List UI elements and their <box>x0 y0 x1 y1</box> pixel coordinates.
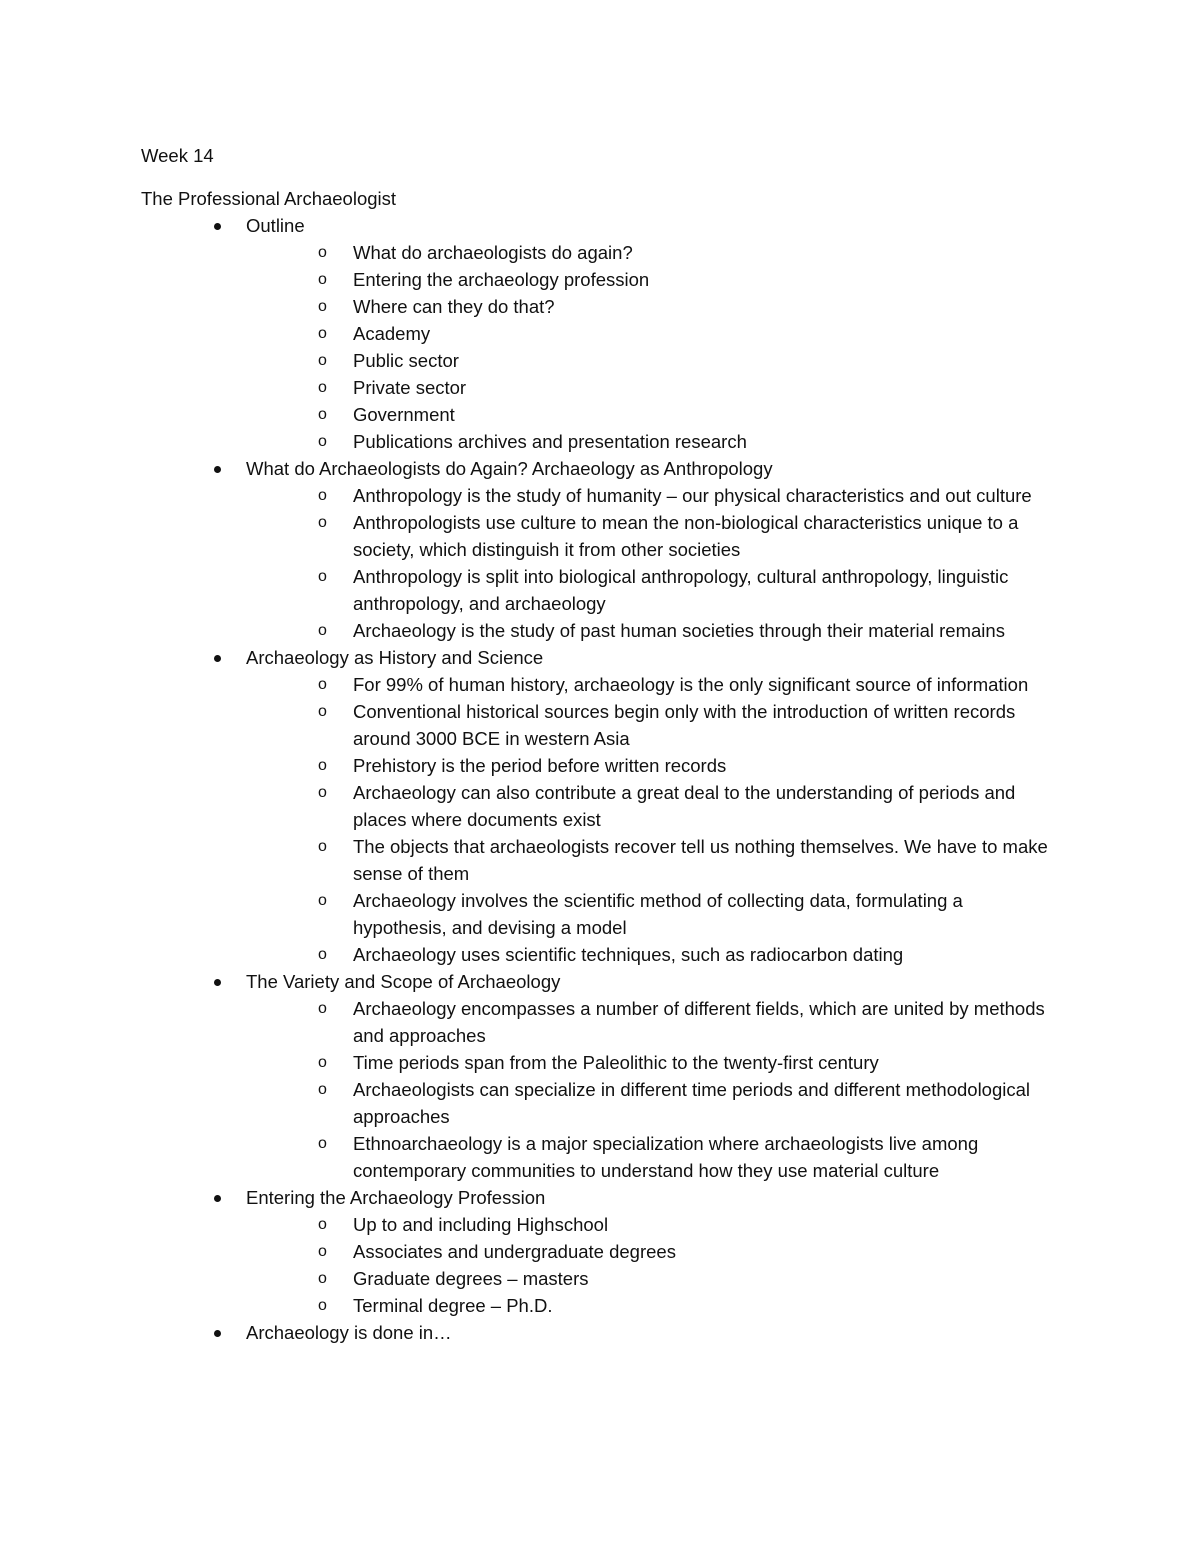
list-item <box>318 1292 1058 1319</box>
hollow-bullet-icon: o <box>318 946 327 963</box>
sub-list <box>246 1211 1071 1319</box>
hollow-bullet-icon: o <box>318 1243 327 1260</box>
hollow-bullet-icon: o <box>318 1081 327 1098</box>
hollow-bullet-icon: o <box>318 271 327 288</box>
hollow-bullet-icon: o <box>318 1054 327 1071</box>
list-item <box>318 779 1058 833</box>
sub-list <box>246 482 1071 644</box>
list-item <box>318 617 1058 644</box>
bullet-icon <box>214 655 221 662</box>
list-item-text: Anthropology is the study of humanity – our physical characteristics and out culture <box>353 485 1032 506</box>
list-item <box>318 1130 1058 1184</box>
list-item <box>318 320 1058 347</box>
hollow-bullet-icon: o <box>318 1270 327 1287</box>
hollow-bullet-icon: o <box>318 244 327 261</box>
bullet-icon <box>214 466 221 473</box>
outline-section <box>246 644 1071 968</box>
hollow-bullet-icon: o <box>318 298 327 315</box>
list-item-text: Prehistory is the period before written records <box>353 755 727 776</box>
list-item <box>318 266 1058 293</box>
outline-section <box>246 1319 1071 1346</box>
list-item <box>318 995 1058 1049</box>
list-item <box>318 563 1058 617</box>
list-item-text: Archaeology encompasses a number of different fields, which are united by methods and approaches <box>353 998 1045 1046</box>
hollow-bullet-icon: o <box>318 892 327 909</box>
bullet-icon <box>214 979 221 986</box>
outline-section <box>246 455 1071 644</box>
outline-section <box>246 212 1071 455</box>
section-heading: The Variety and Scope of Archaeology <box>246 971 561 992</box>
hollow-bullet-icon: o <box>318 514 327 531</box>
list-item <box>318 428 1058 455</box>
list-item-text: Graduate degrees – masters <box>353 1268 589 1289</box>
list-item-text: For 99% of human history, archaeology is the only significant source of information <box>353 674 1029 695</box>
hollow-bullet-icon: o <box>318 487 327 504</box>
list-item-text: Conventional historical sources begin only with the introduction of written records around 3000 BCE in western Asia <box>353 701 1016 749</box>
hollow-bullet-icon: o <box>318 1297 327 1314</box>
list-item-text: Entering the archaeology profession <box>353 269 650 290</box>
list-item-text: Public sector <box>353 350 459 371</box>
list-item-text: What do archaeologists do again? <box>353 242 633 263</box>
hollow-bullet-icon: o <box>318 838 327 855</box>
list-item-text: Publications archives and presentation research <box>353 431 747 452</box>
week-label: Week 14 <box>141 145 214 166</box>
hollow-bullet-icon: o <box>318 1135 327 1152</box>
hollow-bullet-icon: o <box>318 1000 327 1017</box>
section-heading: What do Archaeologists do Again? Archaeology as Anthropology <box>246 458 773 479</box>
list-item <box>318 293 1058 320</box>
list-item <box>318 833 1058 887</box>
list-item <box>318 752 1058 779</box>
hollow-bullet-icon: o <box>318 433 327 450</box>
list-item-text: Archaeologists can specialize in different time periods and different methodological approaches <box>353 1079 1031 1127</box>
section-heading: Entering the Archaeology Profession <box>246 1187 546 1208</box>
list-item <box>318 482 1058 509</box>
hollow-bullet-icon: o <box>318 352 327 369</box>
list-item-text: Archaeology involves the scientific method of collecting data, formulating a hypothesis, and devising a model <box>353 890 963 938</box>
hollow-bullet-icon: o <box>318 379 327 396</box>
list-item-text: Government <box>353 404 455 425</box>
document-title: The Professional Archaeologist <box>141 188 397 209</box>
hollow-bullet-icon: o <box>318 325 327 342</box>
list-item <box>318 1265 1058 1292</box>
list-item-text: Archaeology uses scientific techniques, such as radiocarbon dating <box>353 944 904 965</box>
section-heading: Archaeology as History and Science <box>246 647 544 668</box>
list-item-text: Terminal degree – Ph.D. <box>353 1295 553 1316</box>
list-item <box>318 887 1058 941</box>
sub-list <box>246 239 1071 455</box>
hollow-bullet-icon: o <box>318 703 327 720</box>
list-item <box>318 1076 1058 1130</box>
sub-list <box>246 671 1071 968</box>
list-item-text: Time periods span from the Paleolithic to the twenty-first century <box>353 1052 879 1073</box>
outline-list <box>141 212 1071 1346</box>
hollow-bullet-icon: o <box>318 622 327 639</box>
hollow-bullet-icon: o <box>318 757 327 774</box>
bullet-icon <box>214 1195 221 1202</box>
list-item-text: Up to and including Highschool <box>353 1214 609 1235</box>
sub-list <box>246 995 1071 1184</box>
list-item-text: Archaeology is the study of past human societies through their material remains <box>353 620 1005 641</box>
list-item-text: Archaeology can also contribute a great deal to the understanding of periods and places where documents exist <box>353 782 1016 830</box>
list-item-text: Private sector <box>353 377 467 398</box>
list-item-text: Associates and undergraduate degrees <box>353 1241 676 1262</box>
list-item <box>318 509 1058 563</box>
list-item-text: Ethnoarchaeology is a major specialization where archaeologists live among contemporary communities to understand how they use material culture <box>353 1133 979 1181</box>
list-item-text: Anthropology is split into biological anthropology, cultural anthropology, linguistic anthropology, and archaeology <box>353 566 1009 614</box>
list-item-text: The objects that archaeologists recover tell us nothing themselves. We have to make sense of them <box>353 836 1048 884</box>
bullet-icon <box>214 1330 221 1337</box>
list-item-text: Where can they do that? <box>353 296 555 317</box>
list-item <box>318 401 1058 428</box>
list-item <box>318 941 1058 968</box>
outline-section <box>246 1184 1071 1319</box>
outline-section <box>246 968 1071 1184</box>
hollow-bullet-icon: o <box>318 568 327 585</box>
hollow-bullet-icon: o <box>318 676 327 693</box>
document-body <box>141 142 1071 1346</box>
hollow-bullet-icon: o <box>318 784 327 801</box>
bullet-icon <box>214 223 221 230</box>
hollow-bullet-icon: o <box>318 1216 327 1233</box>
list-item <box>318 671 1058 698</box>
list-item <box>318 239 1058 266</box>
list-item <box>318 1238 1058 1265</box>
list-item <box>318 698 1058 752</box>
section-heading: Archaeology is done in… <box>246 1322 452 1343</box>
list-item <box>318 1049 1058 1076</box>
section-heading: Outline <box>246 215 305 236</box>
list-item-text: Anthropologists use culture to mean the non-biological characteristics unique to a society, which distinguish it from other societies <box>353 512 1019 560</box>
list-item <box>318 374 1058 401</box>
list-item <box>318 347 1058 374</box>
list-item <box>318 1211 1058 1238</box>
hollow-bullet-icon: o <box>318 406 327 423</box>
list-item-text: Academy <box>353 323 431 344</box>
